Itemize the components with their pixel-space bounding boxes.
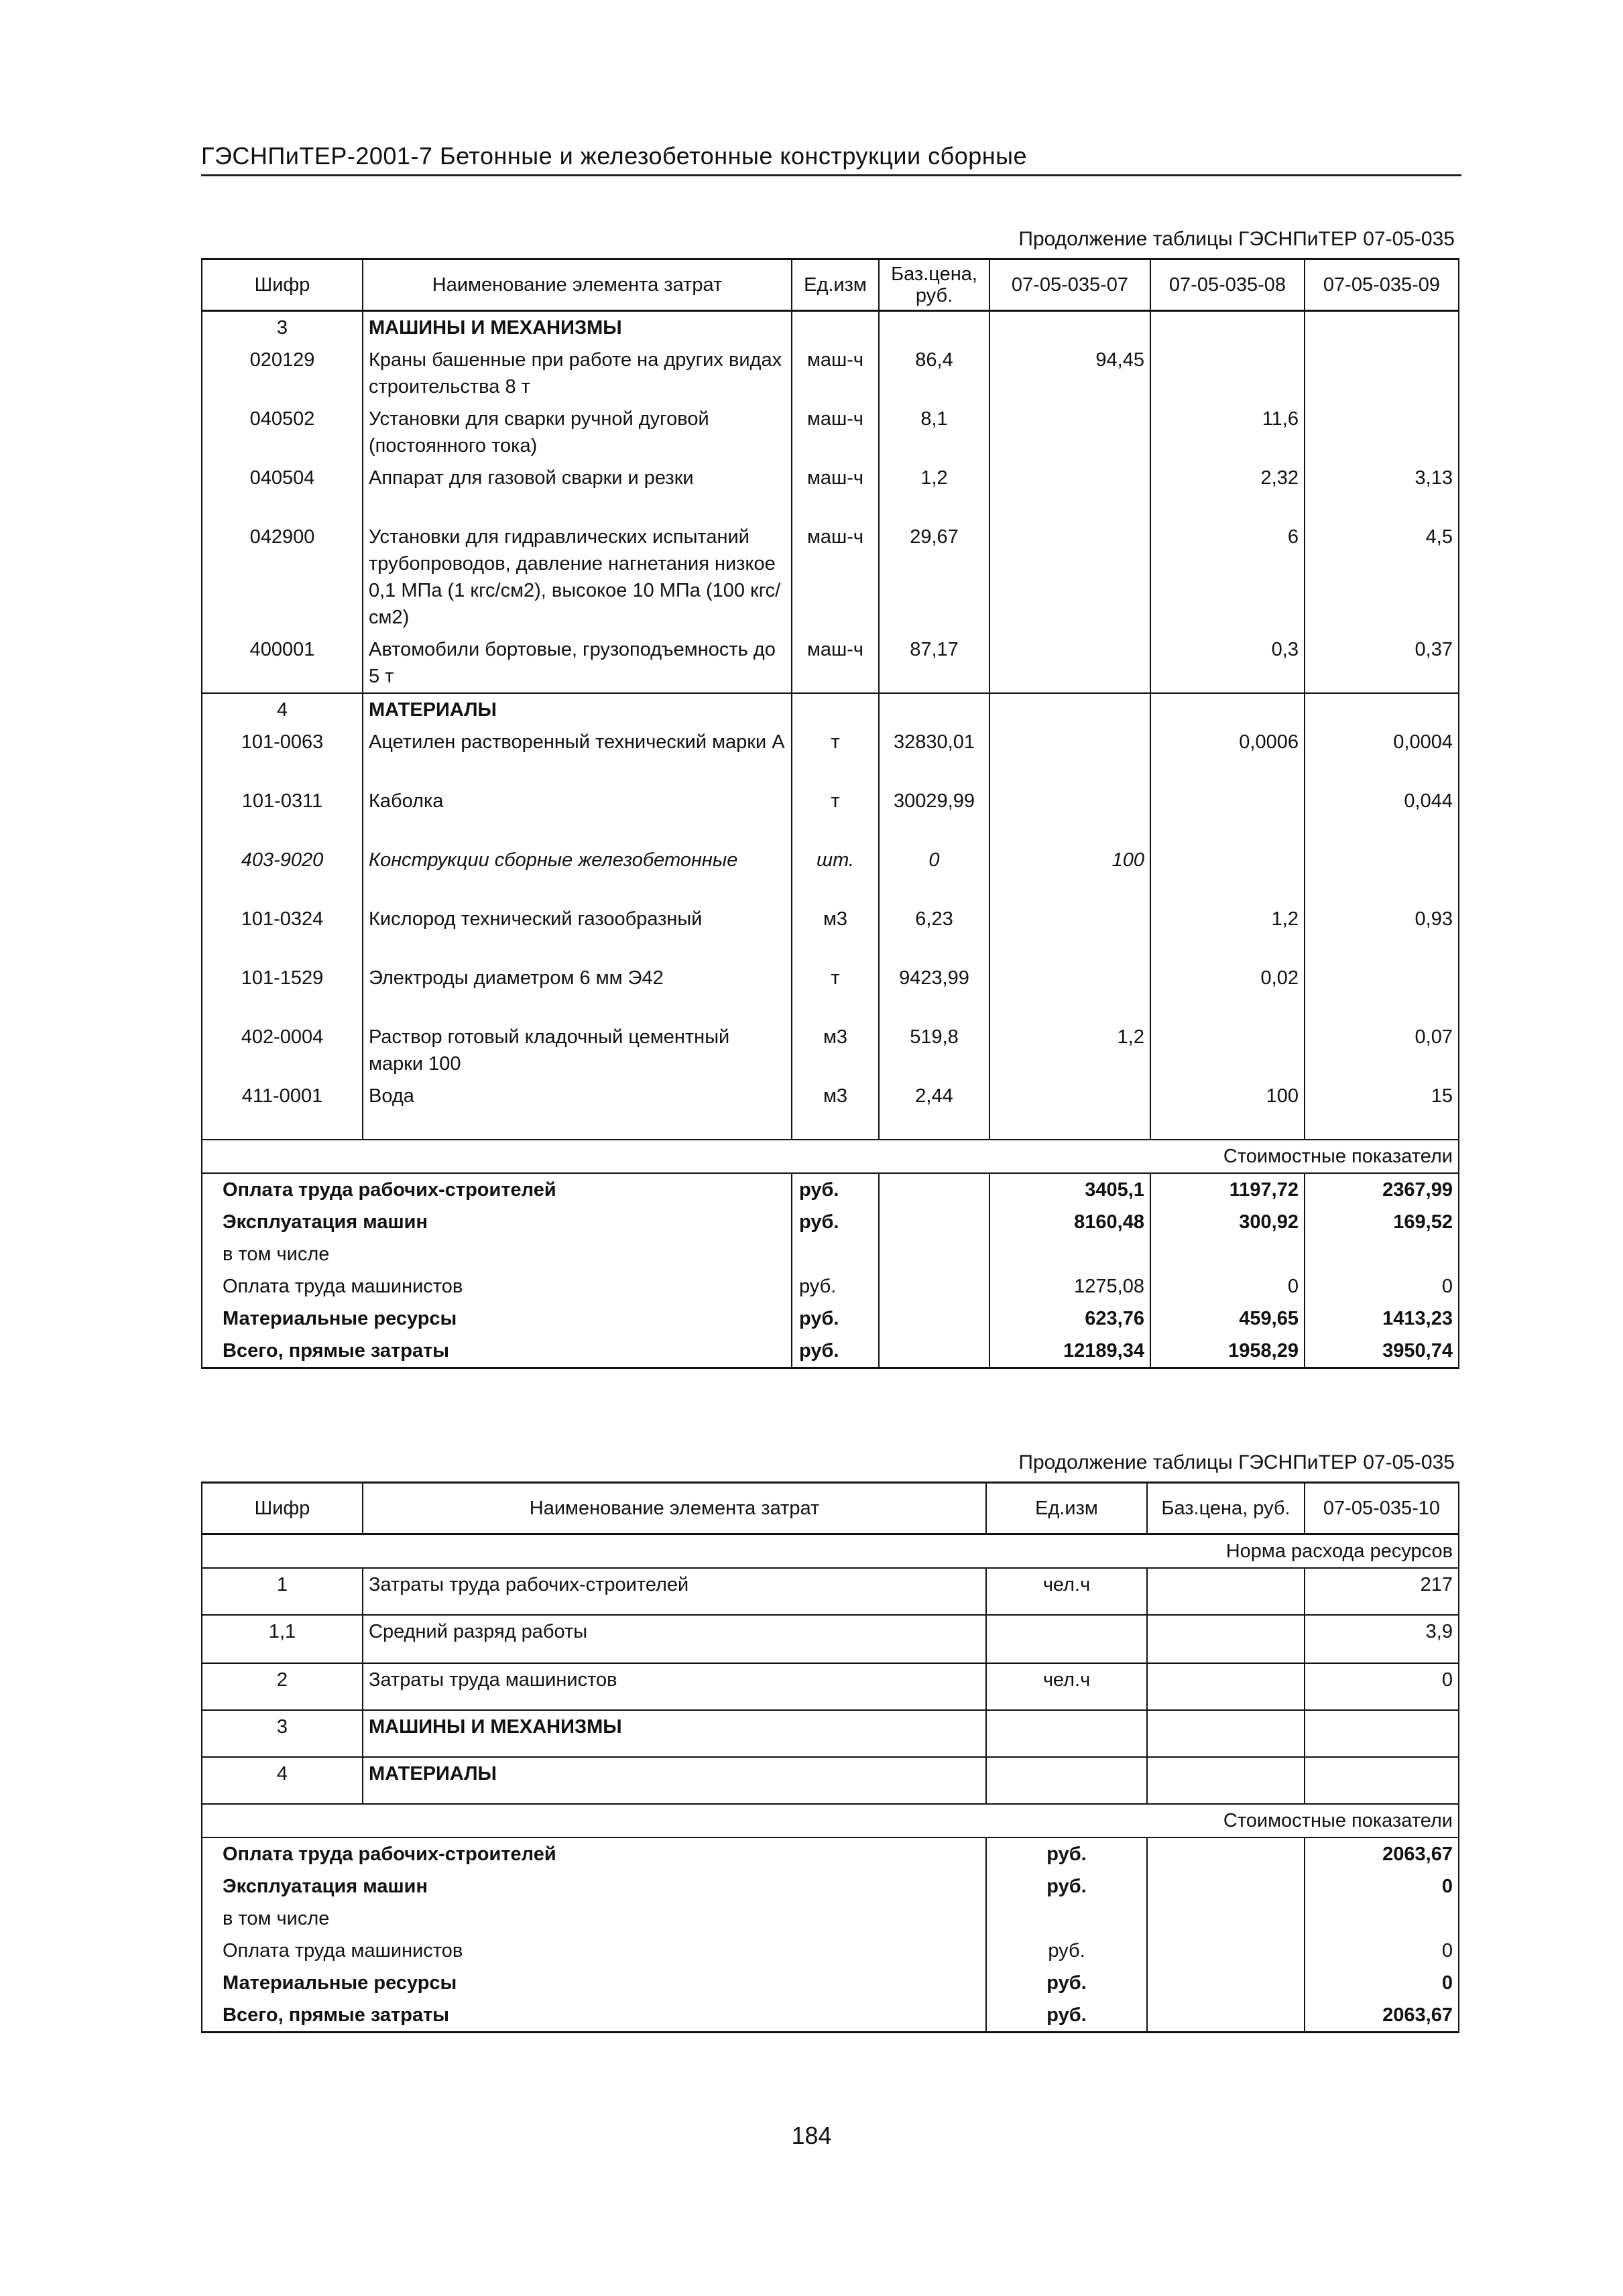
value-cell: 15	[1305, 1080, 1459, 1140]
name-cell: Конструкции сборные железобетонные	[363, 844, 792, 903]
value-cell	[989, 726, 1150, 785]
cost-name: Оплата труда рабочих-строителей	[202, 1173, 792, 1206]
unit-cell	[986, 1615, 1147, 1663]
cost-unit: руб.	[792, 1173, 879, 1206]
cost-value: 300,92	[1150, 1206, 1305, 1238]
cost-value: 1958,29	[1150, 1335, 1305, 1368]
value-cell	[989, 521, 1150, 633]
unit-cell	[986, 1710, 1147, 1757]
cost-value	[989, 1238, 1150, 1270]
empty-cell	[1147, 1967, 1305, 1999]
empty-cell	[1147, 1999, 1305, 2033]
table2-continuation-caption: Продолжение таблицы ГЭСНПиТЕР 07-05-035	[1018, 1451, 1455, 1473]
cost-value: 2063,67	[1305, 1999, 1459, 2033]
unit-cell	[792, 693, 879, 726]
cost-name: Эксплуатация машин	[202, 1206, 792, 1238]
column-header: Баз.цена, руб.	[879, 259, 989, 311]
cost-unit: руб.	[792, 1303, 879, 1335]
value-cell	[989, 903, 1150, 962]
value-cell: 0,93	[1305, 903, 1459, 962]
cost-unit: руб.	[792, 1206, 879, 1238]
table-header-row	[202, 1483, 1459, 1534]
section-row	[202, 1757, 1459, 1804]
value-cell: 1,2	[989, 1021, 1150, 1080]
code-cell: 1	[202, 1568, 363, 1615]
name-cell: МАТЕРИАЛЫ	[363, 693, 792, 726]
code-cell: 101-0063	[202, 726, 363, 785]
code-cell: 020129	[202, 344, 363, 403]
column-header: 07-05-035-10	[1305, 1483, 1459, 1534]
empty-cell	[879, 1206, 989, 1238]
price-cell: 8,1	[879, 403, 989, 462]
code-cell: 101-1529	[202, 962, 363, 1021]
name-cell: Раствор готовый кладочный цементный марки 100	[363, 1021, 792, 1080]
code-cell: 4	[202, 1757, 363, 1804]
code-cell: 040502	[202, 403, 363, 462]
cost-row	[202, 1967, 1459, 1999]
cost-section-label: Стоимостные показатели	[202, 1140, 1459, 1173]
name-cell: Средний разряд работы	[363, 1615, 986, 1663]
name-cell: Автомобили бортовые, грузоподъемность до 5 т	[363, 633, 792, 693]
empty-cell	[1147, 1837, 1305, 1870]
name-cell: Каболка	[363, 785, 792, 844]
name-cell: Краны башенные при работе на других видах строительства 8 т	[363, 344, 792, 403]
cost-unit: руб.	[986, 1967, 1147, 1999]
code-cell: 402-0004	[202, 1021, 363, 1080]
cost-unit	[986, 1902, 1147, 1935]
cost-value: 0	[1305, 1967, 1459, 1999]
cost-unit: руб.	[792, 1270, 879, 1303]
price-cell: 2,44	[879, 1080, 989, 1140]
cost-value: 623,76	[989, 1303, 1150, 1335]
cost-name: Оплата труда машинистов	[202, 1935, 986, 1967]
unit-cell: м3	[792, 903, 879, 962]
value-cell	[989, 633, 1150, 693]
cost-value: 1413,23	[1305, 1303, 1459, 1335]
section-row	[202, 693, 1459, 726]
cost-value	[1305, 1238, 1459, 1270]
value-cell: 217	[1305, 1568, 1459, 1615]
empty-cell	[879, 1173, 989, 1206]
value-cell	[1150, 1021, 1305, 1080]
unit-cell: маш-ч	[792, 344, 879, 403]
price-cell: 0	[879, 844, 989, 903]
unit-cell: т	[792, 726, 879, 785]
table-row	[202, 462, 1459, 521]
cost-row	[202, 1902, 1459, 1935]
table-header-row	[202, 259, 1459, 311]
unit-cell: т	[792, 785, 879, 844]
price-cell: 9423,99	[879, 962, 989, 1021]
price-cell: 6,23	[879, 903, 989, 962]
cost-row	[202, 1870, 1459, 1902]
table-row	[202, 962, 1459, 1021]
name-cell: Установки для гидравлических испытаний трубопроводов, давление нагнетания низкое 0,1 МПа (1 кгс/см2), высокое 10 МПа (100 кгс/см2)	[363, 521, 792, 633]
table-row	[202, 403, 1459, 462]
column-header: 07-05-035-07	[989, 259, 1150, 311]
value-cell: 0,044	[1305, 785, 1459, 844]
cost-value: 3405,1	[989, 1173, 1150, 1206]
value-cell	[989, 1080, 1150, 1140]
name-cell: МАТЕРИАЛЫ	[363, 1757, 986, 1804]
cost-label-row	[202, 1804, 1459, 1837]
value-cell	[1150, 693, 1305, 726]
cost-name: в том числе	[202, 1902, 986, 1935]
unit-cell: чел.ч	[986, 1663, 1147, 1710]
norm-section-label: Норма расхода ресурсов	[202, 1534, 1459, 1569]
value-cell: 3,9	[1305, 1615, 1459, 1663]
column-header: Наименование элемента затрат	[363, 1483, 986, 1534]
norm-label-row	[202, 1534, 1459, 1569]
value-cell: 11,6	[1150, 403, 1305, 462]
value-cell: 94,45	[989, 344, 1150, 403]
unit-cell: маш-ч	[792, 462, 879, 521]
price-cell: 32830,01	[879, 726, 989, 785]
value-cell: 0,07	[1305, 1021, 1459, 1080]
table-row	[202, 1080, 1459, 1140]
unit-cell: м3	[792, 1021, 879, 1080]
cost-name: в том числе	[202, 1238, 792, 1270]
value-cell	[989, 693, 1150, 726]
price-cell	[879, 311, 989, 345]
name-cell: Кислород технический газообразный	[363, 903, 792, 962]
resource-table-2	[201, 1482, 1459, 2033]
table1-continuation-caption: Продолжение таблицы ГЭСНПиТЕР 07-05-035	[1018, 228, 1455, 250]
value-cell	[1305, 403, 1459, 462]
value-cell: 100	[989, 844, 1150, 903]
value-cell	[1150, 311, 1305, 345]
price-cell	[1147, 1663, 1305, 1710]
code-cell: 101-0324	[202, 903, 363, 962]
value-cell: 0,0006	[1150, 726, 1305, 785]
cost-value: 2063,67	[1305, 1837, 1459, 1870]
value-cell	[1150, 785, 1305, 844]
value-cell	[1150, 344, 1305, 403]
value-cell	[1305, 344, 1459, 403]
cost-name: Материальные ресурсы	[202, 1303, 792, 1335]
cost-value: 12189,34	[989, 1335, 1150, 1368]
value-cell: 0,02	[1150, 962, 1305, 1021]
price-cell: 519,8	[879, 1021, 989, 1080]
price-cell: 30029,99	[879, 785, 989, 844]
section-row	[202, 311, 1459, 345]
value-cell: 4,5	[1305, 521, 1459, 633]
cost-name: Материальные ресурсы	[202, 1967, 986, 1999]
name-cell: МАШИНЫ И МЕХАНИЗМЫ	[363, 1710, 986, 1757]
empty-cell	[879, 1335, 989, 1368]
price-cell	[1147, 1568, 1305, 1615]
column-header: Шифр	[202, 1483, 363, 1534]
cost-value: 1275,08	[989, 1270, 1150, 1303]
unit-cell: т	[792, 962, 879, 1021]
price-cell	[879, 693, 989, 726]
value-cell: 2,32	[1150, 462, 1305, 521]
code-cell: 400001	[202, 633, 363, 693]
cost-unit: руб.	[986, 1870, 1147, 1902]
name-cell: МАШИНЫ И МЕХАНИЗМЫ	[363, 311, 792, 345]
table-row	[202, 1663, 1459, 1710]
code-cell: 1,1	[202, 1615, 363, 1663]
cost-value: 0	[1305, 1935, 1459, 1967]
cost-unit: руб.	[986, 1935, 1147, 1967]
price-cell: 87,17	[879, 633, 989, 693]
empty-cell	[1147, 1935, 1305, 1967]
code-cell: 042900	[202, 521, 363, 633]
cost-unit: руб.	[792, 1335, 879, 1368]
cost-unit: руб.	[986, 1837, 1147, 1870]
cost-value: 2367,99	[1305, 1173, 1459, 1206]
cost-row	[202, 1999, 1459, 2033]
cost-value: 0	[1305, 1270, 1459, 1303]
cost-value	[1305, 1902, 1459, 1935]
name-cell: Установки для сварки ручной дуговой (постоянного тока)	[363, 403, 792, 462]
unit-cell: чел.ч	[986, 1568, 1147, 1615]
value-cell: 100	[1150, 1080, 1305, 1140]
value-cell	[1305, 1710, 1459, 1757]
value-cell	[1305, 962, 1459, 1021]
value-cell: 0	[1305, 1663, 1459, 1710]
cost-row	[202, 1935, 1459, 1967]
cost-name: Оплата труда машинистов	[202, 1270, 792, 1303]
page-header: ГЭСНПиТЕР-2001-7 Бетонные и железобетонные конструкции сборные	[201, 142, 1461, 176]
column-header: Наименование элемента затрат	[363, 259, 792, 311]
value-cell	[1305, 693, 1459, 726]
cost-value: 0	[1150, 1270, 1305, 1303]
cost-name: Всего, прямые затраты	[202, 1335, 792, 1368]
cost-value	[1150, 1238, 1305, 1270]
cost-name: Оплата труда рабочих-строителей	[202, 1837, 986, 1870]
code-cell: 411-0001	[202, 1080, 363, 1140]
price-cell: 1,2	[879, 462, 989, 521]
value-cell	[1305, 311, 1459, 345]
value-cell	[1305, 844, 1459, 903]
table-row	[202, 521, 1459, 633]
cost-value: 459,65	[1150, 1303, 1305, 1335]
value-cell	[989, 962, 1150, 1021]
value-cell: 0,37	[1305, 633, 1459, 693]
cost-row	[202, 1238, 1459, 1270]
cost-value: 8160,48	[989, 1206, 1150, 1238]
cost-value: 0	[1305, 1870, 1459, 1902]
value-cell	[1305, 1757, 1459, 1804]
cost-value: 1197,72	[1150, 1173, 1305, 1206]
cost-name: Эксплуатация машин	[202, 1870, 986, 1902]
unit-cell: м3	[792, 1080, 879, 1140]
value-cell: 6	[1150, 521, 1305, 633]
value-cell	[989, 462, 1150, 521]
code-cell: 3	[202, 1710, 363, 1757]
value-cell	[1150, 844, 1305, 903]
empty-cell	[1147, 1902, 1305, 1935]
table-row	[202, 726, 1459, 785]
code-cell: 4	[202, 693, 363, 726]
column-header: Ед.изм	[986, 1483, 1147, 1534]
page-number: 184	[791, 2122, 832, 2149]
value-cell	[989, 403, 1150, 462]
value-cell: 0,0004	[1305, 726, 1459, 785]
code-cell: 403-9020	[202, 844, 363, 903]
empty-cell	[879, 1270, 989, 1303]
name-cell: Электроды диаметром 6 мм Э42	[363, 962, 792, 1021]
cost-row	[202, 1335, 1459, 1368]
name-cell: Вода	[363, 1080, 792, 1140]
value-cell: 0,3	[1150, 633, 1305, 693]
unit-cell: маш-ч	[792, 403, 879, 462]
table-row	[202, 903, 1459, 962]
cost-row	[202, 1270, 1459, 1303]
table-row	[202, 633, 1459, 693]
code-cell: 2	[202, 1663, 363, 1710]
column-header: 07-05-035-09	[1305, 259, 1459, 311]
table-row	[202, 844, 1459, 903]
cost-section-label: Стоимостные показатели	[202, 1804, 1459, 1837]
table-row	[202, 344, 1459, 403]
name-cell: Затраты труда рабочих-строителей	[363, 1568, 986, 1615]
value-cell: 3,13	[1305, 462, 1459, 521]
value-cell	[989, 311, 1150, 345]
column-header: Ед.изм	[792, 259, 879, 311]
unit-cell	[986, 1757, 1147, 1804]
cost-name: Всего, прямые затраты	[202, 1999, 986, 2033]
table-row	[202, 1615, 1459, 1663]
empty-cell	[879, 1238, 989, 1270]
cost-label-row	[202, 1140, 1459, 1173]
table-row	[202, 785, 1459, 844]
price-cell: 29,67	[879, 521, 989, 633]
empty-cell	[1147, 1870, 1305, 1902]
cost-row	[202, 1206, 1459, 1238]
price-cell: 86,4	[879, 344, 989, 403]
code-cell: 040504	[202, 462, 363, 521]
unit-cell	[792, 311, 879, 345]
column-header: Баз.цена, руб.	[1147, 1483, 1305, 1534]
price-cell	[1147, 1710, 1305, 1757]
section-row	[202, 1710, 1459, 1757]
value-cell: 1,2	[1150, 903, 1305, 962]
unit-cell: шт.	[792, 844, 879, 903]
cost-row	[202, 1173, 1459, 1206]
column-header: 07-05-035-08	[1150, 259, 1305, 311]
table-row	[202, 1568, 1459, 1615]
table-row	[202, 1021, 1459, 1080]
unit-cell: маш-ч	[792, 521, 879, 633]
price-cell	[1147, 1615, 1305, 1663]
cost-value: 169,52	[1305, 1206, 1459, 1238]
cost-value: 3950,74	[1305, 1335, 1459, 1368]
column-header: Шифр	[202, 259, 363, 311]
cost-row	[202, 1303, 1459, 1335]
cost-row	[202, 1837, 1459, 1870]
resource-table-1	[201, 258, 1459, 1369]
price-cell	[1147, 1757, 1305, 1804]
name-cell: Затраты труда машинистов	[363, 1663, 986, 1710]
value-cell	[989, 785, 1150, 844]
code-cell: 101-0311	[202, 785, 363, 844]
unit-cell: маш-ч	[792, 633, 879, 693]
cost-unit	[792, 1238, 879, 1270]
name-cell: Ацетилен растворенный технический марки А	[363, 726, 792, 785]
empty-cell	[879, 1303, 989, 1335]
code-cell: 3	[202, 311, 363, 345]
name-cell: Аппарат для газовой сварки и резки	[363, 462, 792, 521]
cost-unit: руб.	[986, 1999, 1147, 2033]
